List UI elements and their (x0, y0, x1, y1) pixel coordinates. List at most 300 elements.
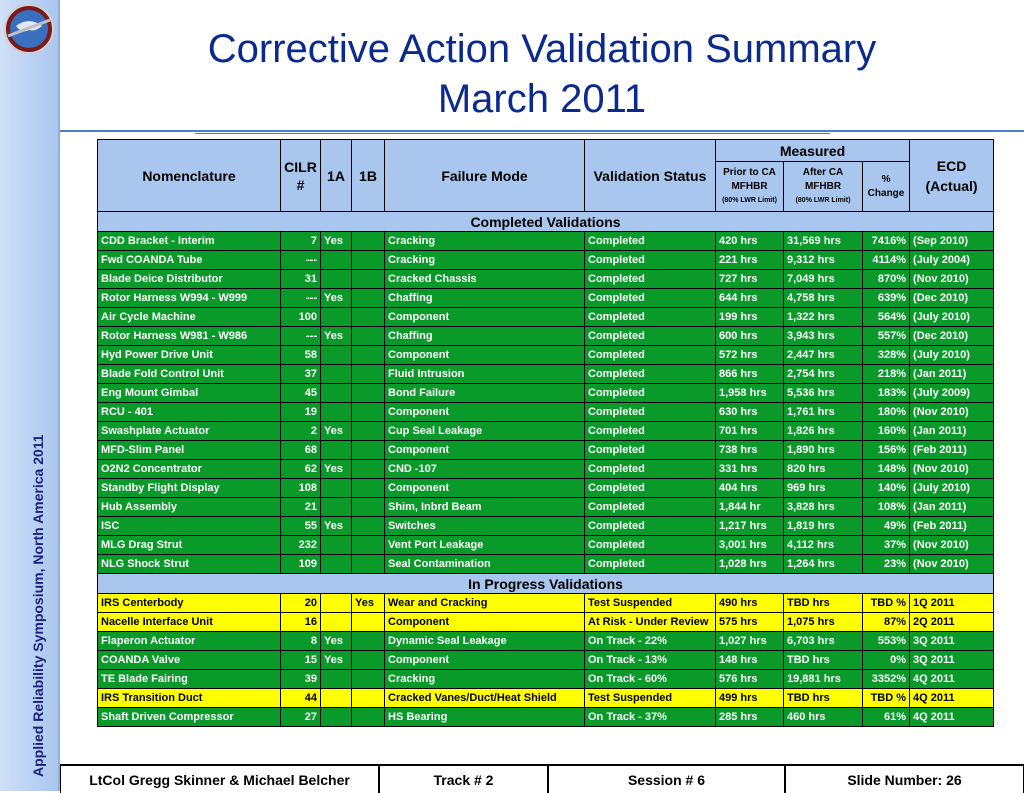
cell-after: 2,447 hrs (784, 346, 863, 365)
cell-1a: Yes (321, 289, 352, 308)
table-row (98, 346, 994, 365)
validation-table (97, 139, 994, 727)
cell-cilr: 27 (281, 708, 321, 727)
footer (60, 764, 1024, 793)
title-rule (60, 130, 1024, 132)
cell-status: Completed (585, 555, 716, 574)
cell-status: On Track - 37% (585, 708, 716, 727)
cell-failure-mode: Cracking (385, 251, 585, 270)
cell-1a (321, 536, 352, 555)
cell-pct-change: 870% (863, 270, 910, 289)
cell-1b (352, 651, 385, 670)
cell-1a (321, 555, 352, 574)
cell-ecd: 2Q 2011 (910, 613, 994, 632)
cell-ecd: (Nov 2010) (910, 536, 994, 555)
cell-failure-mode: Component (385, 308, 585, 327)
cell-1b: Yes (352, 594, 385, 613)
cell-status: On Track - 13% (585, 651, 716, 670)
section-in-progress (98, 574, 994, 594)
cell-nomenclature: Swashplate Actuator (98, 422, 281, 441)
globe-seal-icon (2, 2, 56, 56)
cell-1b (352, 670, 385, 689)
cell-ecd: (Dec 2010) (910, 289, 994, 308)
cell-pct-change: 639% (863, 289, 910, 308)
section-completed-label: Completed Validations (98, 212, 994, 232)
cell-status: Completed (585, 422, 716, 441)
cell-after: 4,758 hrs (784, 289, 863, 308)
cell-nomenclature: Fwd COANDA Tube (98, 251, 281, 270)
header-prior-label: Prior to CA MFHBR (723, 166, 776, 192)
table-row (98, 536, 994, 555)
cell-1a (321, 365, 352, 384)
cell-nomenclature: RCU - 401 (98, 403, 281, 422)
cell-prior: 1,958 hrs (716, 384, 784, 403)
cell-1a: Yes (321, 327, 352, 346)
cell-ecd: 4Q 2011 (910, 708, 994, 727)
cell-cilr: 19 (281, 403, 321, 422)
table-row (98, 422, 994, 441)
cell-after: 1,264 hrs (784, 555, 863, 574)
cell-1b (352, 689, 385, 708)
cell-cilr: 100 (281, 308, 321, 327)
cell-pct-change: 553% (863, 632, 910, 651)
cell-1a (321, 251, 352, 270)
header-validation-status: Validation Status (585, 140, 716, 212)
cell-1a (321, 441, 352, 460)
footer-authors: LtCol Gregg Skinner & Michael Belcher (60, 766, 379, 793)
cell-status: Completed (585, 270, 716, 289)
cell-1b (352, 289, 385, 308)
cell-prior: 221 hrs (716, 251, 784, 270)
header-1a: 1A (321, 140, 352, 212)
cell-ecd: 4Q 2011 (910, 689, 994, 708)
cell-pct-change: 148% (863, 460, 910, 479)
cell-1a (321, 498, 352, 517)
table-row (98, 479, 994, 498)
cell-prior: 1,027 hrs (716, 632, 784, 651)
cell-after: TBD hrs (784, 651, 863, 670)
cell-pct-change: 218% (863, 365, 910, 384)
cell-after: 1,890 hrs (784, 441, 863, 460)
cell-after: 3,828 hrs (784, 498, 863, 517)
cell-after: 19,881 hrs (784, 670, 863, 689)
cell-nomenclature: CDD Bracket - Interim (98, 232, 281, 251)
cell-failure-mode: Cup Seal Leakage (385, 422, 585, 441)
cell-nomenclature: Nacelle Interface Unit (98, 613, 281, 632)
cell-failure-mode: Component (385, 479, 585, 498)
cell-nomenclature: Eng Mount Gimbal (98, 384, 281, 403)
header-after-label: After CA MFHBR (802, 166, 844, 192)
cell-1b (352, 613, 385, 632)
cell-cilr: --- (281, 289, 321, 308)
cell-1b (352, 460, 385, 479)
cell-after: 460 hrs (784, 708, 863, 727)
cell-ecd: (July 2004) (910, 251, 994, 270)
cell-prior: 727 hrs (716, 270, 784, 289)
cell-nomenclature: MFD-Slim Panel (98, 441, 281, 460)
cell-pct-change: 4114% (863, 251, 910, 270)
cell-failure-mode: CND -107 (385, 460, 585, 479)
sidebar (0, 0, 60, 791)
title-rule-thin (195, 133, 830, 134)
cell-cilr: 68 (281, 441, 321, 460)
cell-status: Completed (585, 365, 716, 384)
cell-ecd: (Jan 2011) (910, 498, 994, 517)
cell-cilr: 20 (281, 594, 321, 613)
cell-1b (352, 708, 385, 727)
title-line1: Corrective Action Validation Summary (207, 27, 877, 71)
cell-ecd: (Feb 2011) (910, 441, 994, 460)
section-completed (98, 212, 994, 232)
cell-1a (321, 708, 352, 727)
cell-failure-mode: HS Bearing (385, 708, 585, 727)
cell-ecd: (Sep 2010) (910, 232, 994, 251)
cell-failure-mode: Component (385, 441, 585, 460)
cell-pct-change: 0% (863, 651, 910, 670)
cell-failure-mode: Component (385, 613, 585, 632)
cell-1b (352, 498, 385, 517)
header-after-note: (80% LWR Limit) (795, 196, 851, 204)
cell-1b (352, 251, 385, 270)
cell-prior: 738 hrs (716, 441, 784, 460)
table-row (98, 441, 994, 460)
sidebar-divider (58, 0, 60, 791)
cell-1a: Yes (321, 232, 352, 251)
cell-1a (321, 270, 352, 289)
table-row (98, 289, 994, 308)
cell-ecd: 1Q 2011 (910, 594, 994, 613)
table-row (98, 251, 994, 270)
cell-after: 2,754 hrs (784, 365, 863, 384)
cell-pct-change: 87% (863, 613, 910, 632)
cell-pct-change: 183% (863, 384, 910, 403)
cell-ecd: (Dec 2010) (910, 327, 994, 346)
table-row (98, 670, 994, 689)
table-row (98, 613, 994, 632)
cell-1a (321, 689, 352, 708)
sidebar-conference-text: Applied Reliability Symposium, North America 2011 (30, 434, 46, 777)
cell-failure-mode: Component (385, 403, 585, 422)
cell-prior: 630 hrs (716, 403, 784, 422)
cell-prior: 1,217 hrs (716, 517, 784, 536)
cell-pct-change: 23% (863, 555, 910, 574)
cell-status: Completed (585, 441, 716, 460)
cell-after: 5,536 hrs (784, 384, 863, 403)
cell-cilr: 58 (281, 346, 321, 365)
cell-cilr: 31 (281, 270, 321, 289)
cell-1a (321, 384, 352, 403)
table-row (98, 689, 994, 708)
cell-status: On Track - 22% (585, 632, 716, 651)
cell-cilr: 37 (281, 365, 321, 384)
cell-status: Completed (585, 232, 716, 251)
cell-ecd: (July 2009) (910, 384, 994, 403)
cell-1b (352, 517, 385, 536)
table-row (98, 384, 994, 403)
cell-prior: 148 hrs (716, 651, 784, 670)
cell-pct-change: 3352% (863, 670, 910, 689)
table-row (98, 327, 994, 346)
cell-prior: 285 hrs (716, 708, 784, 727)
cell-cilr: --- (281, 327, 321, 346)
cell-prior: 575 hrs (716, 613, 784, 632)
cell-nomenclature: Rotor Harness W981 - W986 (98, 327, 281, 346)
cell-ecd: (Nov 2010) (910, 403, 994, 422)
cell-ecd: (July 2010) (910, 308, 994, 327)
cell-after: 3,943 hrs (784, 327, 863, 346)
cell-prior: 600 hrs (716, 327, 784, 346)
cell-prior: 331 hrs (716, 460, 784, 479)
cell-1a: Yes (321, 517, 352, 536)
cell-failure-mode: Vent Port Leakage (385, 536, 585, 555)
cell-pct-change: 108% (863, 498, 910, 517)
cell-cilr: 55 (281, 517, 321, 536)
table-row (98, 555, 994, 574)
cell-1b (352, 270, 385, 289)
cell-1b (352, 632, 385, 651)
cell-1a (321, 670, 352, 689)
cell-pct-change: 61% (863, 708, 910, 727)
cell-pct-change: 37% (863, 536, 910, 555)
cell-after: 1,819 hrs (784, 517, 863, 536)
table-row (98, 308, 994, 327)
cell-cilr: 8 (281, 632, 321, 651)
cell-ecd: (July 2010) (910, 346, 994, 365)
cell-nomenclature: TE Blade Fairing (98, 670, 281, 689)
cell-ecd: (Nov 2010) (910, 270, 994, 289)
table-row (98, 517, 994, 536)
cell-1a (321, 308, 352, 327)
cell-failure-mode: Cracked Chassis (385, 270, 585, 289)
cell-ecd: 4Q 2011 (910, 670, 994, 689)
cell-nomenclature: COANDA Valve (98, 651, 281, 670)
cell-1b (352, 327, 385, 346)
cell-pct-change: TBD % (863, 689, 910, 708)
cell-after: 31,569 hrs (784, 232, 863, 251)
cell-status: Completed (585, 498, 716, 517)
cell-after: 1,761 hrs (784, 403, 863, 422)
cell-after: 969 hrs (784, 479, 863, 498)
cell-failure-mode: Shim, Inbrd Beam (385, 498, 585, 517)
cell-status: Completed (585, 384, 716, 403)
cell-prior: 1,028 hrs (716, 555, 784, 574)
table-row (98, 403, 994, 422)
table-row (98, 708, 994, 727)
table-row (98, 651, 994, 670)
cell-cilr: 108 (281, 479, 321, 498)
cell-after: 1,322 hrs (784, 308, 863, 327)
cell-cilr: 21 (281, 498, 321, 517)
cell-1a: Yes (321, 460, 352, 479)
cell-prior: 701 hrs (716, 422, 784, 441)
cell-status: Completed (585, 460, 716, 479)
cell-failure-mode: Seal Contamination (385, 555, 585, 574)
cell-ecd: (Nov 2010) (910, 460, 994, 479)
cell-1a: Yes (321, 422, 352, 441)
cell-nomenclature: NLG Shock Strut (98, 555, 281, 574)
cell-prior: 572 hrs (716, 346, 784, 365)
header-failure-mode: Failure Mode (385, 140, 585, 212)
footer-session: Session # 6 (548, 766, 785, 793)
section-in-progress-label: In Progress Validations (98, 574, 994, 594)
cell-after: 7,049 hrs (784, 270, 863, 289)
cell-nomenclature: Hyd Power Drive Unit (98, 346, 281, 365)
cell-1a: Yes (321, 632, 352, 651)
cell-1b (352, 308, 385, 327)
cell-ecd: (Nov 2010) (910, 555, 994, 574)
table-body (98, 212, 994, 727)
header-pct: % Change (863, 162, 910, 212)
cell-ecd: 3Q 2011 (910, 632, 994, 651)
cell-1b (352, 384, 385, 403)
cell-failure-mode: Wear and Cracking (385, 594, 585, 613)
table-row (98, 365, 994, 384)
cell-after: 6,703 hrs (784, 632, 863, 651)
cell-pct-change: 180% (863, 403, 910, 422)
cell-status: Test Suspended (585, 594, 716, 613)
cell-status: At Risk - Under Review (585, 613, 716, 632)
cell-prior: 1,844 hr (716, 498, 784, 517)
cell-cilr: 39 (281, 670, 321, 689)
cell-1b (352, 441, 385, 460)
header-measured: Measured (716, 140, 910, 162)
cell-cilr: 45 (281, 384, 321, 403)
cell-prior: 3,001 hrs (716, 536, 784, 555)
cell-ecd: 3Q 2011 (910, 651, 994, 670)
cell-1a (321, 613, 352, 632)
cell-prior: 404 hrs (716, 479, 784, 498)
cell-1a (321, 346, 352, 365)
cell-ecd: (July 2010) (910, 479, 994, 498)
cell-1a: Yes (321, 651, 352, 670)
cell-status: Completed (585, 479, 716, 498)
cell-failure-mode: Bond Failure (385, 384, 585, 403)
table-row (98, 460, 994, 479)
cell-pct-change: 140% (863, 479, 910, 498)
cell-pct-change: 564% (863, 308, 910, 327)
cell-failure-mode: Component (385, 651, 585, 670)
cell-1a (321, 479, 352, 498)
cell-failure-mode: Cracking (385, 232, 585, 251)
cell-nomenclature: Blade Deice Distributor (98, 270, 281, 289)
cell-failure-mode: Switches (385, 517, 585, 536)
cell-1a (321, 594, 352, 613)
cell-pct-change: 557% (863, 327, 910, 346)
cell-nomenclature: Air Cycle Machine (98, 308, 281, 327)
header-1b: 1B (352, 140, 385, 212)
cell-cilr: 15 (281, 651, 321, 670)
cell-status: Completed (585, 251, 716, 270)
header-cilr: CILR # (281, 140, 321, 212)
cell-1b (352, 555, 385, 574)
table-row (98, 498, 994, 517)
cell-status: Test Suspended (585, 689, 716, 708)
table-row (98, 632, 994, 651)
cell-1b (352, 232, 385, 251)
header-nomenclature: Nomenclature (98, 140, 281, 212)
cell-1a (321, 403, 352, 422)
header-after (784, 162, 863, 212)
cell-prior: 420 hrs (716, 232, 784, 251)
cell-nomenclature: IRS Centerbody (98, 594, 281, 613)
cell-1b (352, 479, 385, 498)
cell-1b (352, 365, 385, 384)
cell-after: 820 hrs (784, 460, 863, 479)
cell-nomenclature: ISC (98, 517, 281, 536)
cell-status: Completed (585, 403, 716, 422)
cell-status: Completed (585, 536, 716, 555)
cell-nomenclature: Rotor Harness W994 - W999 (98, 289, 281, 308)
cell-status: On Track - 60% (585, 670, 716, 689)
cell-pct-change: 156% (863, 441, 910, 460)
cell-nomenclature: MLG Drag Strut (98, 536, 281, 555)
cell-failure-mode: Chaffing (385, 289, 585, 308)
cell-failure-mode: Dynamic Seal Leakage (385, 632, 585, 651)
cell-cilr: 109 (281, 555, 321, 574)
cell-failure-mode: Cracking (385, 670, 585, 689)
cell-ecd: (Jan 2011) (910, 365, 994, 384)
table-row (98, 232, 994, 251)
table-row (98, 594, 994, 613)
cell-prior: 866 hrs (716, 365, 784, 384)
cell-failure-mode: Component (385, 346, 585, 365)
cell-pct-change: 49% (863, 517, 910, 536)
cell-nomenclature: Standby Flight Display (98, 479, 281, 498)
cell-after: 1,075 hrs (784, 613, 863, 632)
cell-pct-change: 160% (863, 422, 910, 441)
cell-cilr: --- (281, 251, 321, 270)
cell-1b (352, 536, 385, 555)
cell-failure-mode: Cracked Vanes/Duct/Heat Shield (385, 689, 585, 708)
cell-pct-change: TBD % (863, 594, 910, 613)
table-row (98, 270, 994, 289)
cell-cilr: 16 (281, 613, 321, 632)
cell-cilr: 232 (281, 536, 321, 555)
footer-slide-number: Slide Number: 26 (785, 766, 1024, 793)
cell-status: Completed (585, 289, 716, 308)
cell-nomenclature: O2N2 Concentrator (98, 460, 281, 479)
cell-nomenclature: IRS Transition Duct (98, 689, 281, 708)
cell-nomenclature: Hub Assembly (98, 498, 281, 517)
cell-prior: 644 hrs (716, 289, 784, 308)
cell-status: Completed (585, 308, 716, 327)
cell-pct-change: 328% (863, 346, 910, 365)
cell-cilr: 62 (281, 460, 321, 479)
cell-nomenclature: Shaft Driven Compressor (98, 708, 281, 727)
cell-after: TBD hrs (784, 689, 863, 708)
cell-prior: 576 hrs (716, 670, 784, 689)
cell-status: Completed (585, 346, 716, 365)
header-prior (716, 162, 784, 212)
cell-after: 9,312 hrs (784, 251, 863, 270)
cell-1b (352, 403, 385, 422)
cell-prior: 490 hrs (716, 594, 784, 613)
cell-nomenclature: Blade Fold Control Unit (98, 365, 281, 384)
cell-after: TBD hrs (784, 594, 863, 613)
cell-after: 1,826 hrs (784, 422, 863, 441)
footer-track: Track # 2 (379, 766, 548, 793)
cell-cilr: 2 (281, 422, 321, 441)
cell-failure-mode: Chaffing (385, 327, 585, 346)
cell-pct-change: 7416% (863, 232, 910, 251)
page-title (62, 24, 1022, 124)
cell-1b (352, 346, 385, 365)
cell-failure-mode: Fluid Intrusion (385, 365, 585, 384)
cell-status: Completed (585, 327, 716, 346)
cell-after: 4,112 hrs (784, 536, 863, 555)
cell-ecd: (Feb 2011) (910, 517, 994, 536)
cell-prior: 499 hrs (716, 689, 784, 708)
